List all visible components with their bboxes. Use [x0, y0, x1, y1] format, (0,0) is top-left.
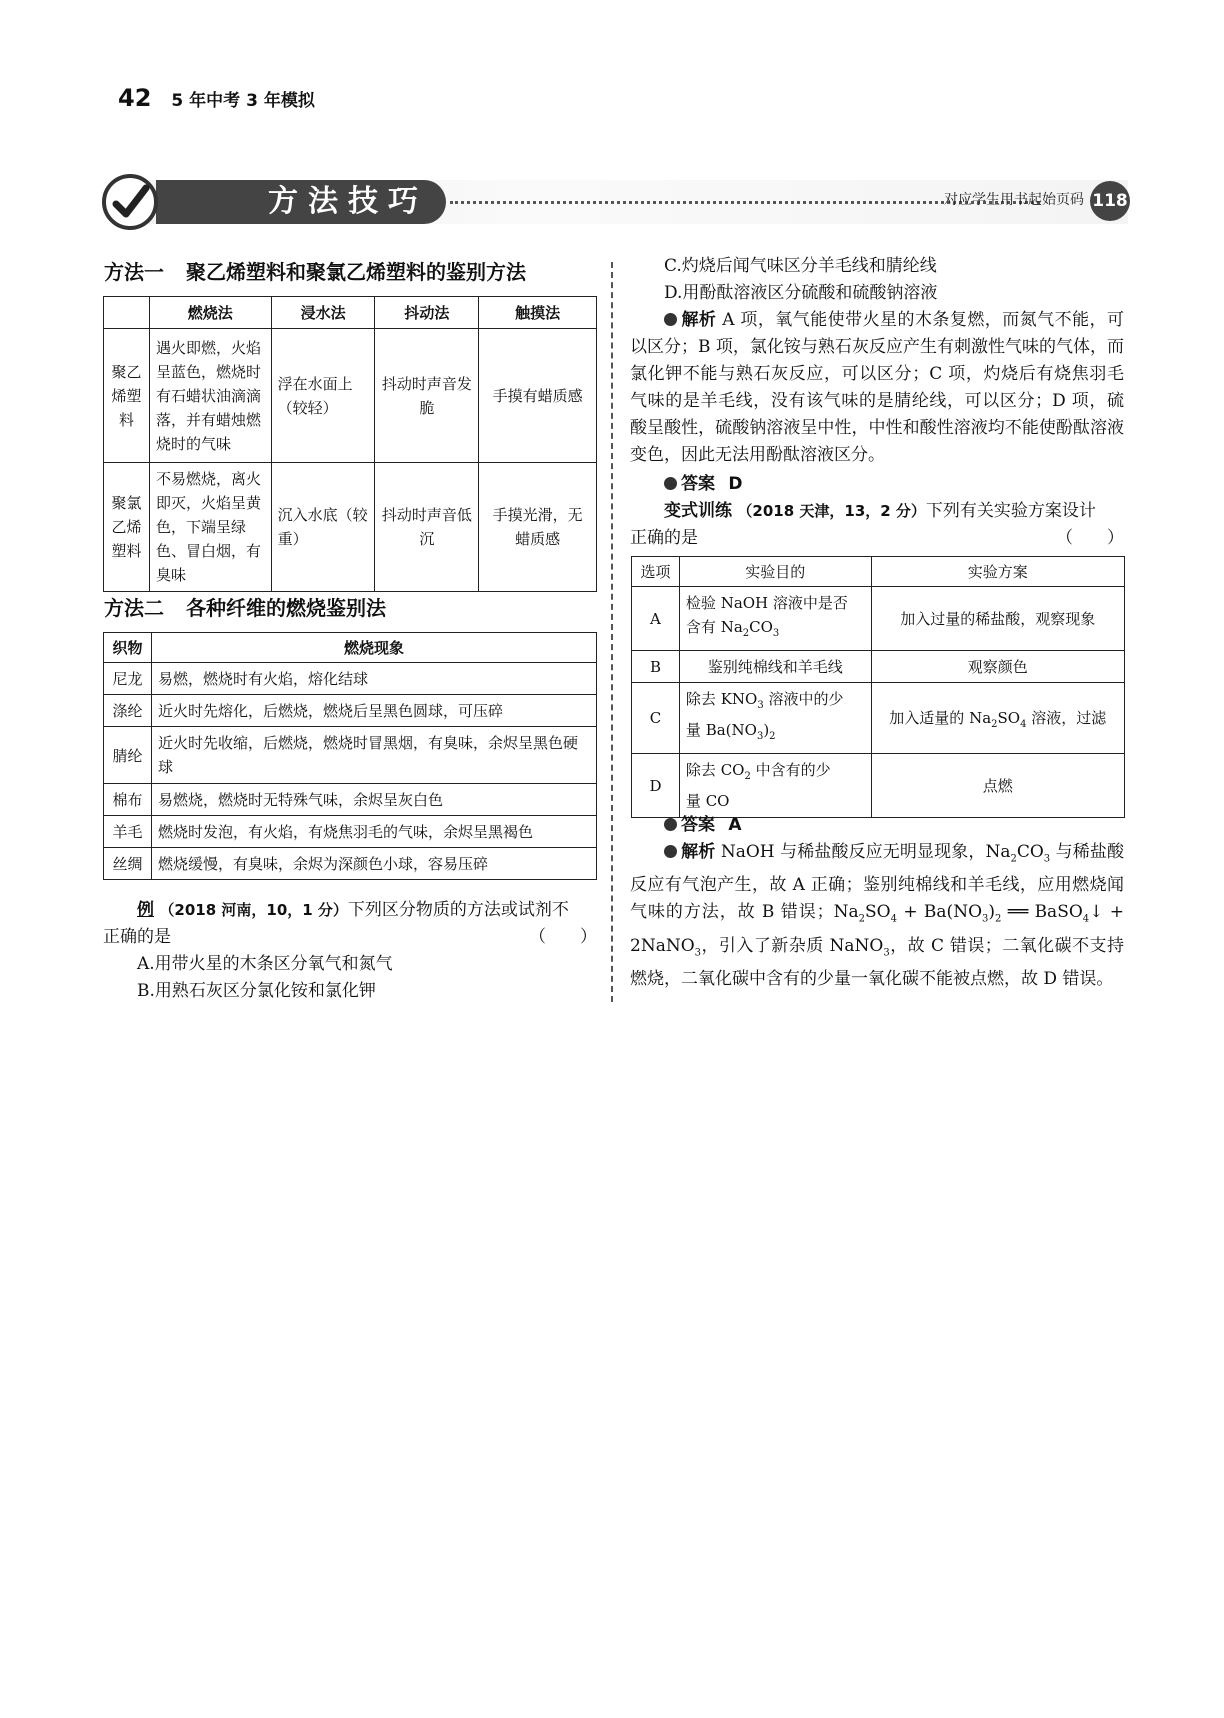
analysis-icon [664, 313, 677, 326]
purpose-cell: 检验 NaOH 溶液中是否 含有 $Na_2CO_3$ [679, 587, 871, 651]
table-row [104, 663, 597, 695]
plan-cell: 加入适量的 $Na_2SO_4$ 溶液，过滤 [871, 683, 1124, 754]
analysis-label: 解析 [681, 310, 717, 330]
touch-method: 手摸有蜡质感 [479, 329, 597, 463]
option-cell: D [632, 754, 680, 818]
option-cell: A [632, 587, 680, 651]
column-divider [611, 262, 613, 1002]
example-answer [630, 471, 1124, 498]
analysis-text: A 项，氧气能使带火星的木条复燃，而氮气不能，可以区分；B 项，氯化铵与熟石灰反应产生有刺激性气味的气体，而氯化钾不能与熟石灰反应，可以区分；C 项，灼烧后有烧焦羽毛气味的是羊毛线，没有该气味的是腈纶线，可以区分；D 项，硫酸呈酸性，硫酸钠溶液呈中性，中性和酸性溶液均不能使酚酞溶液变色，因此无法用酚酞溶液区分。 [630, 310, 1125, 465]
burn-phenomenon: 燃烧时发泡，有火焰，有烧焦羽毛的气味，余烬呈黑褐色 [151, 816, 596, 848]
option-a: A.用带火星的木条区分氧气和氮气 [137, 954, 393, 974]
table-row [104, 695, 597, 727]
option-cell: B [632, 651, 680, 683]
column-header: 燃烧法 [149, 297, 271, 329]
example-question [103, 897, 597, 1005]
plastics-table [103, 296, 597, 592]
example-source: （2018 河南，10，1 分） [159, 901, 348, 919]
column-header: 实验方案 [871, 557, 1124, 587]
answer-icon [664, 818, 677, 831]
checkmark-icon [102, 174, 158, 230]
option-b: B.用熟石灰区分氯化铵和氯化钾 [137, 981, 376, 1001]
example-label: 例 [137, 900, 154, 920]
fabric-name: 涤纶 [104, 695, 152, 727]
table-header-row [104, 633, 597, 663]
column-header: 选项 [632, 557, 680, 587]
fibers-table [103, 632, 597, 880]
column-header: 触摸法 [479, 297, 597, 329]
option-c: C.灼烧后闻气味区分羊毛线和腈纶线 [664, 256, 937, 276]
method2-heading [104, 592, 386, 621]
banner-reference-page: 118 [1090, 181, 1130, 221]
water-method: 浮在水面上（较轻） [271, 329, 375, 463]
table-row [632, 754, 1125, 818]
variant-stem: 下列有关实验方案设计 [925, 501, 1096, 521]
burn-method: 不易燃烧，离火即灭，火焰呈黄色，下端呈绿色、冒白烟，有臭味 [149, 463, 271, 592]
burn-phenomenon: 易燃烧，燃烧时无特殊气味，余烬呈灰白色 [151, 784, 596, 816]
table-header-row [632, 557, 1125, 587]
example-stem-continued: 正确的是 [103, 927, 171, 947]
option-d: D.用酚酞溶液区分硫酸和硫酸钠溶液 [664, 283, 938, 303]
example-stem: 下列区分物质的方法或试剂不 [347, 900, 569, 920]
answer-icon [664, 477, 677, 490]
method1-heading [104, 256, 526, 285]
plastic-name: 聚乙烯塑料 [104, 329, 150, 463]
variant-source: （2018 天津，13，2 分） [737, 502, 926, 520]
column-header: 实验目的 [679, 557, 871, 587]
analysis-icon [664, 845, 677, 858]
table-row [632, 587, 1125, 651]
table-row [104, 848, 597, 880]
purpose-cell: 除去 $CO_2$ 中含有的少 量 CO [679, 754, 871, 818]
table-header-row [104, 297, 597, 329]
table-row [632, 651, 1125, 683]
option-cell: C [632, 683, 680, 754]
column-header: 浸水法 [271, 297, 375, 329]
method2-title: 各种纤维的燃烧鉴别法 [186, 596, 386, 620]
column-header: 燃烧现象 [151, 633, 596, 663]
analysis-label: 解析 [681, 842, 716, 862]
variant-answer [630, 812, 1124, 839]
method1-title: 聚乙烯塑料和聚氯乙烯塑料的鉴别方法 [186, 260, 526, 284]
banner-reference-text: 对应学生用书起始页码 [944, 192, 1084, 208]
variant-analysis: 解析 NaOH 与稀盐酸反应无明显现象，$Na_2CO_3$ 与稀盐酸反应有气泡产生，故 A 正确；鉴别纯棉线和羊毛线，应用燃烧闻气味的方法，故 B 错误；$Na_2SO_4 + Ba(NO_3)_2$ ══ BaSO$_4$↓ + 2NaNO$_3$，引入了新杂质 NaNO$_3$，故 C 错误；二氧化碳不支持燃烧，二氧化碳中含有的少量一氧化碳不能被点燃，故 D 错误。 [630, 842, 1124, 990]
answer-blank: （ ） [1056, 528, 1124, 548]
burn-phenomenon: 近火时先收缩，后燃烧，燃烧时冒黑烟，有臭味，余烬呈黑色硬球 [151, 727, 596, 784]
section-banner [98, 170, 1128, 236]
plan-cell: 点燃 [871, 754, 1124, 818]
answer-value: D [728, 474, 743, 494]
column-header: 抖动法 [375, 297, 479, 329]
answer-label: 答案 [681, 474, 715, 494]
table-corner [104, 297, 150, 329]
method2-label: 方法二 [104, 596, 164, 620]
table-row [104, 784, 597, 816]
variant-question [630, 498, 1124, 525]
table-row [104, 329, 597, 463]
answer-blank: （ ） [529, 927, 597, 947]
page-header [118, 84, 315, 120]
page-number: 42 [118, 84, 152, 112]
burn-phenomenon: 易燃，燃烧时有火焰，熔化结球 [151, 663, 596, 695]
fabric-name: 羊毛 [104, 816, 152, 848]
burn-method: 遇火即燃，火焰呈蓝色，燃烧时有石蜡状油滴滴落，并有蜡烛燃烧时的气味 [149, 329, 271, 463]
burn-phenomenon: 燃烧缓慢，有臭味，余烬为深颜色小球，容易压碎 [151, 848, 596, 880]
example-analysis [630, 307, 1124, 469]
right-column [630, 253, 1124, 552]
column-header: 织物 [104, 633, 152, 663]
water-method: 沉入水底（较重） [271, 463, 375, 592]
touch-method: 手摸光滑，无蜡质感 [479, 463, 597, 592]
shake-method: 抖动时声音低沉 [375, 463, 479, 592]
fabric-name: 尼龙 [104, 663, 152, 695]
answer-label: 答案 [681, 815, 715, 835]
burn-phenomenon: 近火时先熔化，后燃烧，燃烧后呈黑色圆球，可压碎 [151, 695, 596, 727]
experiment-table [631, 556, 1125, 818]
fabric-name: 腈纶 [104, 727, 152, 784]
fabric-name: 棉布 [104, 784, 152, 816]
table-row [104, 816, 597, 848]
variant-solution [630, 812, 1124, 993]
answer-value: A [728, 815, 742, 835]
variant-label: 变式训练 [664, 501, 732, 521]
plastic-name: 聚氯乙烯塑料 [104, 463, 150, 592]
purpose-cell: 除去 $KNO_3$ 溶液中的少 量 $Ba(NO_3)_2$ [679, 683, 871, 754]
fabric-name: 丝绸 [104, 848, 152, 880]
method1-label: 方法一 [104, 260, 164, 284]
book-title: 5 年中考 3 年模拟 [171, 91, 315, 111]
banner-title: 方法技巧 [156, 180, 446, 224]
plan-cell: 观察颜色 [871, 651, 1124, 683]
purpose-cell: 鉴别纯棉线和羊毛线 [679, 651, 871, 683]
shake-method: 抖动时声音发脆 [375, 329, 479, 463]
variant-stem-continued: 正确的是 [630, 528, 698, 548]
table-row [632, 683, 1125, 754]
table-row [104, 463, 597, 592]
table-row [104, 727, 597, 784]
plan-cell: 加入过量的稀盐酸，观察现象 [871, 587, 1124, 651]
